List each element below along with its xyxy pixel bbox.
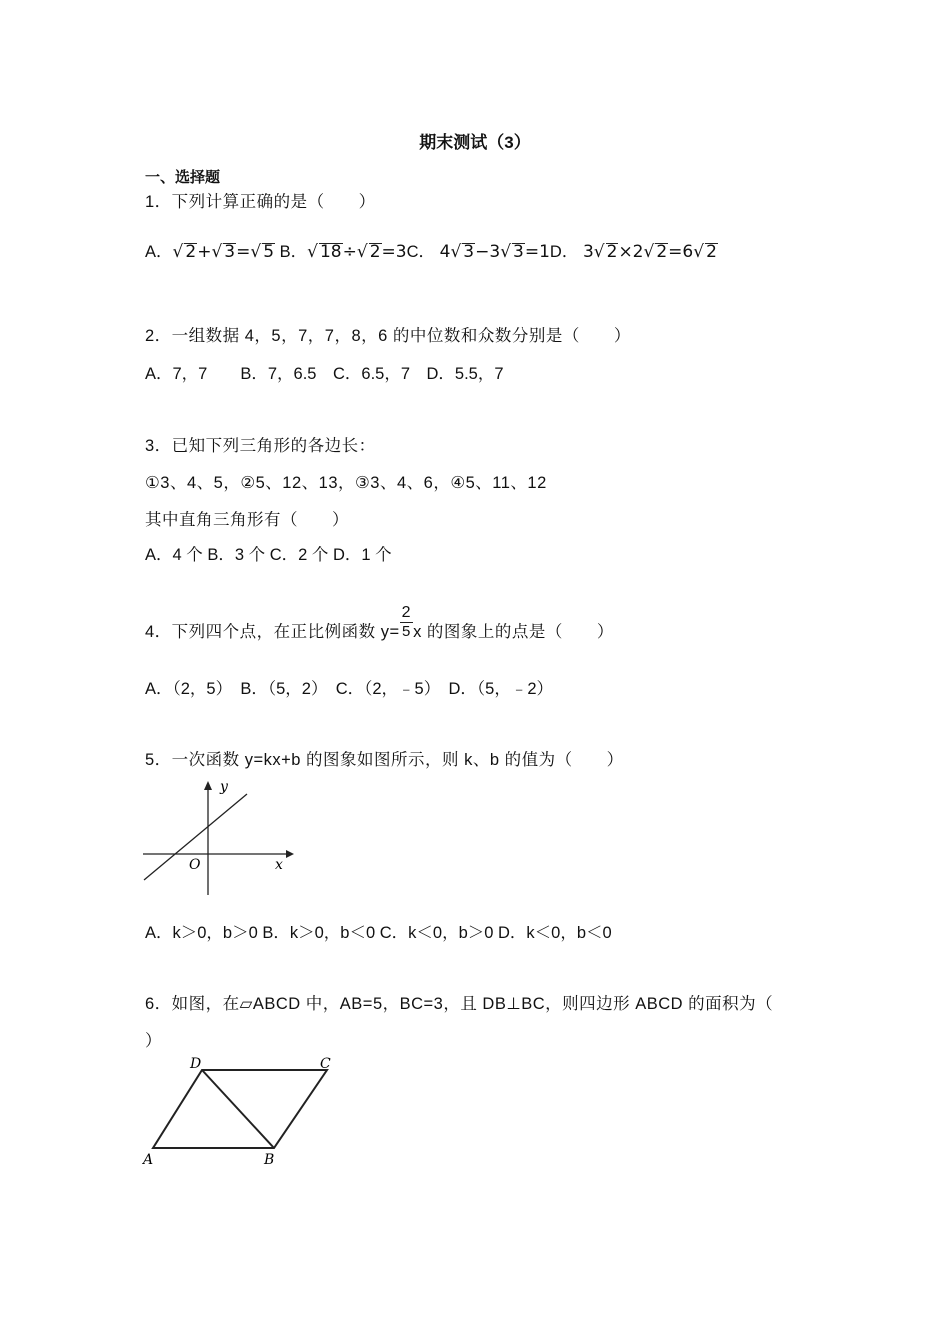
question-5-options: A．k＞0，b＞0 B．k＞0，b＜0 C．k＜0，b＞0 D．k＜0，b＜0 <box>145 924 612 942</box>
vertex-a-label: A <box>143 1152 154 1168</box>
question-1-options <box>145 238 718 262</box>
fraction-two-fifths: $\frac{2}{5}$ <box>401 604 412 640</box>
origin-label: O <box>189 857 201 873</box>
q1-option-b-expression: √ 18÷√ 2=3 <box>307 242 407 262</box>
question-4-stem: 4．下列四个点，在正比例函数 y= $\frac{2}{5}$ x 的图象上的点是（ ） <box>145 604 614 641</box>
question-4-options: A．（2，5） B．（5，2） C．（2，﹣5） D．（5，﹣2） <box>145 680 554 698</box>
question-3-side-lengths: ①3、4、5，②5、12、13，③3、4、6，④5、11、12 <box>145 474 547 492</box>
question-1-stem: 1．下列计算正确的是（ ） <box>145 193 376 211</box>
question-3-stem: 3．已知下列三角形的各边长： <box>145 437 376 455</box>
page-title: 期末测试（3） <box>419 133 531 152</box>
question-6-stem: 6．如图，在▱ABCD 中，AB=5，BC=3，且 DB⊥BC，则四边形 ABCD 的面积为（ <box>145 995 774 1013</box>
q1-option-a-expression: √ 2+√ 3=√ 5 <box>172 242 275 262</box>
section-heading: 一、选择题 <box>145 169 221 186</box>
question-3-options: A．4 个 B．3 个 C．2 个 D．1 个 <box>145 546 392 564</box>
y-axis-arrow <box>204 781 212 790</box>
q1-option-d-expression: 3√ 2×2√ 2=6√ 2 <box>582 242 717 262</box>
q1-option-a-label: A． <box>145 243 173 261</box>
question-2-stem: 2．一组数据 4，5，7，7，8，6 的中位数和众数分别是（ ） <box>145 327 631 345</box>
vertex-b-label: B <box>264 1152 275 1168</box>
vertex-d-label: D <box>190 1056 202 1072</box>
q1-option-d-label: D． <box>549 243 579 261</box>
vertex-c-label: C <box>320 1056 331 1072</box>
question-3-prompt: 其中直角三角形有（ ） <box>145 511 349 529</box>
parallelogram-abcd <box>153 1070 327 1148</box>
x-axis-arrow <box>286 850 294 858</box>
q1-option-c-label: C． <box>406 243 436 261</box>
y-axis-label: y <box>220 779 228 795</box>
question-2-options: A．7，7 B．7，6.5 C．6.5，7 D．5.5，7 <box>145 365 504 383</box>
question-5-stem: 5．一次函数 y=kx+b 的图象如图所示，则 k、b 的值为（ ） <box>145 751 624 769</box>
q1-option-b-label: B． <box>279 243 308 261</box>
x-axis-label: x <box>275 857 283 873</box>
parallelogram-figure <box>140 1054 340 1169</box>
linear-function-graph <box>140 778 295 898</box>
q1-option-c-expression: 4√ 3−3√ 3=1 <box>439 242 550 262</box>
question-6-stem-end: ） <box>145 1032 162 1050</box>
diagonal-db <box>202 1070 274 1148</box>
